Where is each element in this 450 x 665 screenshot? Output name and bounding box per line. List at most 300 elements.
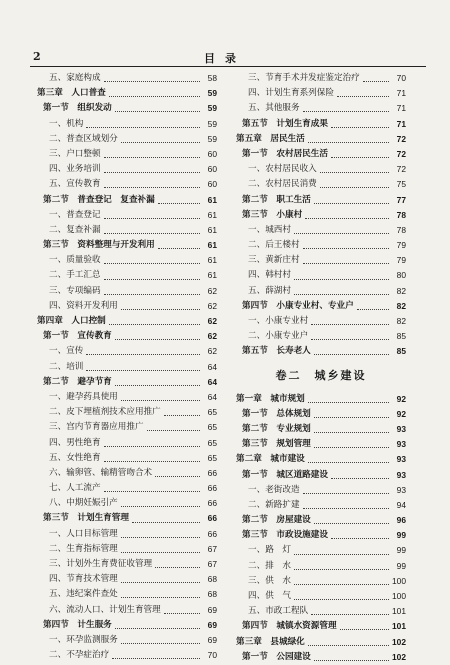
toc-entry-section (236, 117, 406, 132)
dot-leader (314, 203, 389, 204)
toc-entry-label: 三、户口整顿 (49, 148, 101, 159)
toc-entry-label: 四、资料开发利用 (49, 300, 118, 311)
toc-entry-item (236, 559, 406, 574)
toc-entry-label: 一、农村居民收入 (248, 164, 317, 175)
toc-entry-page: 93 (396, 469, 406, 480)
toc-left-column (37, 71, 217, 663)
dot-leader (155, 567, 200, 568)
toc-entry-label: 一、路 灯 (248, 545, 291, 556)
toc-entry-page: 85 (396, 331, 406, 342)
toc-entry-item (37, 299, 217, 314)
toc-entry-label: 五、市政工程队 (248, 606, 309, 617)
toc-entry-page: 71 (396, 103, 406, 114)
toc-entry-item (37, 542, 217, 557)
toc-entry-item (236, 162, 406, 177)
toc-entry-chapter (236, 392, 406, 407)
toc-entry-page: 60 (207, 179, 217, 190)
dot-leader (363, 81, 389, 82)
toc-entry-label: 五、家庭构成 (49, 73, 101, 83)
toc-entry-item (37, 405, 217, 420)
toc-entry-page: 93 (396, 439, 406, 450)
dot-leader (121, 400, 200, 401)
toc-right-top (236, 71, 406, 360)
toc-entry-item (37, 420, 217, 435)
toc-entry-section (236, 299, 406, 314)
dot-leader (303, 508, 389, 509)
toc-entry-item (37, 344, 217, 359)
dot-leader (115, 339, 200, 340)
toc-entry-item (37, 496, 217, 511)
toc-entry-page: 69 (207, 634, 217, 645)
toc-entry-page: 82 (396, 300, 406, 311)
toc-entry-label: 第一章 城市规划 (236, 393, 305, 404)
toc-entry-chapter (236, 635, 406, 650)
toc-entry-section (236, 650, 406, 665)
toc-entry-page: 72 (396, 164, 406, 175)
toc-entry-page: 79 (396, 240, 406, 251)
toc-entry-item (236, 604, 406, 619)
toc-entry-section (236, 407, 406, 422)
toc-entry-page: 102 (392, 636, 406, 647)
toc-entry-label: 第一节 城区道路建设 (242, 469, 328, 480)
toc-entry-page: 62 (207, 331, 217, 342)
page-number: 2 (33, 50, 41, 63)
toc-entry-label: 第四节 城镇水资源管理 (242, 621, 337, 632)
toc-entry-page: 82 (396, 316, 406, 326)
toc-entry-label: 第三节 小康村 (242, 209, 303, 220)
toc-entry-section (37, 618, 217, 633)
dot-leader (308, 142, 389, 143)
toc-entry-item (236, 589, 406, 604)
toc-entry-item (37, 390, 217, 405)
toc-entry-item (37, 527, 217, 542)
toc-entry-item (236, 177, 406, 192)
toc-entry-page: 85 (396, 346, 406, 357)
dot-leader (311, 339, 389, 340)
dot-leader (337, 96, 389, 97)
toc-entry-item (236, 483, 406, 498)
toc-entry-label: 四、韩村村 (248, 270, 291, 281)
toc-entry-label: 第四节 计生服务 (43, 619, 112, 630)
toc-entry-item (236, 268, 406, 283)
dot-leader (115, 628, 200, 629)
dot-leader (314, 660, 389, 661)
toc-entry-label: 四、供 气 (248, 591, 291, 601)
toc-entry-item (37, 132, 217, 147)
toc-entry-label: 五、女性绝育 (49, 452, 101, 463)
dot-leader (104, 263, 200, 264)
toc-entry-label: 八、中期妊娠引产 (49, 498, 118, 509)
toc-entry-label: 四、男性绝育 (49, 437, 101, 448)
toc-entry-item (37, 284, 217, 299)
toc-entry-label: 第五节 计划生育成果 (242, 118, 328, 129)
toc-entry-item (236, 238, 406, 253)
dot-leader (115, 111, 200, 112)
toc-entry-page: 61 (207, 209, 217, 220)
toc-entry-page: 65 (207, 407, 217, 418)
toc-entry-page: 72 (396, 148, 406, 159)
dot-leader (104, 157, 200, 158)
dot-leader (357, 309, 389, 310)
dot-leader (121, 582, 200, 583)
toc-entry-item (236, 86, 406, 101)
toc-entry-label: 二、排 水 (248, 560, 291, 571)
toc-entry-item (236, 284, 406, 299)
dot-leader (303, 493, 389, 494)
toc-entry-label: 第二节 房屋建设 (242, 515, 311, 526)
dot-leader (104, 279, 200, 280)
toc-entry-page: 61 (207, 224, 217, 235)
dot-leader (303, 111, 389, 112)
toc-entry-page: 93 (396, 423, 406, 434)
toc-entry-page: 59 (207, 133, 217, 144)
toc-entry-label: 五、其他服务 (248, 103, 300, 114)
toc-entry-label: 三、专项编码 (49, 285, 101, 296)
toc-entry-label: 第二节 普查登记 复查补漏 (43, 194, 155, 205)
toc-entry-chapter (236, 132, 406, 147)
dot-leader (294, 569, 389, 570)
dot-leader (104, 294, 200, 295)
toc-entry-page: 64 (207, 376, 217, 387)
toc-entry-page: 94 (396, 499, 406, 510)
toc-entry-item (236, 71, 406, 86)
toc-entry-page: 62 (207, 285, 217, 296)
dot-leader (86, 354, 200, 355)
toc-entry-item (37, 451, 217, 466)
toc-entry-section (37, 101, 217, 116)
dot-leader (314, 447, 389, 448)
toc-entry-label: 六、输卵管、输精管吻合术 (49, 467, 153, 478)
dot-leader (121, 142, 200, 143)
toc-entry-page: 62 (207, 300, 217, 311)
toc-entry-page: 99 (396, 545, 406, 556)
volume-heading: 卷二 城乡建设 (275, 368, 367, 382)
toc-entry-page: 92 (396, 408, 406, 419)
toc-entry-label: 第四章 人口控制 (37, 316, 106, 326)
dot-leader (104, 81, 200, 82)
dot-leader (294, 554, 389, 555)
dot-leader (104, 446, 200, 447)
toc-entry-section (236, 193, 406, 208)
toc-entry-section (236, 208, 406, 223)
dot-leader (331, 478, 389, 479)
toc-entry-page: 65 (207, 437, 217, 448)
toc-entry-page: 61 (207, 194, 217, 205)
toc-entry-page: 69 (207, 619, 217, 630)
dot-leader (294, 599, 389, 600)
toc-entry-label: 第三章 人口普查 (37, 88, 106, 99)
dot-leader (104, 187, 200, 188)
toc-entry-label: 一、老街改造 (248, 484, 300, 495)
toc-entry-label: 二、手工汇总 (49, 270, 101, 281)
toc-entry-page: 66 (207, 528, 217, 539)
dot-leader (294, 584, 389, 585)
toc-entry-item (236, 498, 406, 513)
dot-leader (294, 294, 389, 295)
dot-leader (294, 233, 389, 234)
dot-leader (294, 279, 389, 280)
toc-entry-label: 一、质量验收 (49, 255, 101, 266)
toc-entry-page: 99 (396, 560, 406, 571)
toc-right-column (236, 71, 406, 665)
dot-leader (314, 432, 389, 433)
toc-entry-page: 60 (207, 164, 217, 175)
toc-entry-section (236, 344, 406, 359)
toc-entry-page: 70 (207, 650, 217, 661)
toc-entry-page: 67 (207, 559, 217, 569)
toc-entry-label: 一、机构 (49, 118, 84, 129)
toc-entry-label: 第三节 规划管理 (242, 439, 311, 450)
toc-entry-page: 66 (207, 498, 217, 509)
toc-entry-page: 59 (207, 118, 217, 129)
toc-entry-label: 二、不孕症治疗 (49, 650, 110, 661)
toc-entry-page: 100 (392, 591, 406, 601)
toc-entry-label: 三、节育手术并发症鉴定治疗 (248, 73, 360, 83)
toc-entry-label: 二、皮下埋植剂技术应用推广 (49, 407, 161, 418)
toc-entry-page: 61 (207, 255, 217, 266)
toc-entry-label: 二、培训 (49, 361, 84, 372)
toc-entry-page: 68 (207, 589, 217, 600)
toc-entry-label: 第二章 城市建设 (236, 454, 305, 465)
toc-entry-item (37, 268, 217, 283)
toc-entry-page: 66 (207, 513, 217, 524)
dot-leader (121, 506, 200, 507)
toc-entry-section (236, 147, 406, 162)
toc-entry-chapter (37, 314, 217, 329)
toc-entry-item (37, 177, 217, 192)
toc-entry-page: 82 (396, 285, 406, 296)
dot-leader (121, 552, 200, 553)
toc-entry-section (37, 238, 217, 253)
dot-leader (121, 537, 200, 538)
toc-entry-label: 五、薛湖村 (248, 285, 291, 296)
dot-leader (308, 645, 389, 646)
toc-entry-label: 第五章 居民生活 (236, 133, 305, 144)
toc-entry-item (37, 648, 217, 663)
dot-leader (104, 172, 200, 173)
dot-leader (104, 218, 200, 219)
toc-entry-page: 71 (396, 118, 406, 129)
toc-entry-page: 70 (396, 73, 406, 83)
toc-entry-section (37, 511, 217, 526)
toc-entry-label: 第二节 专业规划 (242, 423, 311, 434)
dot-leader (104, 461, 200, 462)
toc-entry-label: 一、环孕监测服务 (49, 634, 118, 645)
toc-entry-label: 第三章 县城绿化 (236, 636, 305, 647)
toc-entry-item (37, 360, 217, 375)
toc-entry-page: 75 (396, 179, 406, 190)
toc-entry-page: 59 (207, 88, 217, 99)
toc-entry-label: 第一节 宣传教育 (43, 331, 112, 342)
page-header (30, 50, 420, 66)
toc-right-bottom (236, 392, 406, 665)
toc-entry-page: 72 (396, 133, 406, 144)
dot-leader (331, 538, 389, 539)
dot-leader (314, 354, 389, 355)
toc-entry-label: 一、宣传 (49, 346, 84, 357)
toc-entry-item (37, 71, 217, 86)
toc-entry-item (236, 253, 406, 268)
toc-entry-page: 60 (207, 148, 217, 159)
toc-entry-label: 三、宫内节育器应用推广 (49, 422, 144, 433)
dot-leader (115, 385, 200, 386)
toc-entry-page: 61 (207, 270, 217, 281)
toc-entry-chapter (37, 86, 217, 101)
toc-entry-page: 99 (396, 530, 406, 541)
dot-leader (121, 309, 200, 310)
toc-entry-page: 68 (207, 574, 217, 585)
dot-leader (158, 248, 200, 249)
toc-entry-label: 一、普查登记 (49, 209, 101, 220)
dot-leader (147, 430, 200, 431)
toc-entry-label: 六、流动人口、计划生育管理 (49, 604, 161, 615)
dot-leader (109, 324, 200, 325)
toc-entry-label: 第一节 农村居民生活 (242, 148, 328, 159)
toc-entry-section (236, 513, 406, 528)
toc-entry-section (236, 468, 406, 483)
toc-entry-item (37, 208, 217, 223)
dot-leader (311, 324, 389, 325)
toc-entry-label: 第三节 资料整理与开发利用 (43, 240, 155, 251)
dot-leader (86, 370, 200, 371)
toc-entry-label: 第一节 公园建设 (242, 651, 311, 662)
toc-entry-label: 二、新路扩建 (248, 499, 300, 510)
toc-entry-item (37, 557, 217, 572)
toc-entry-page: 101 (392, 621, 406, 632)
toc-entry-label: 第二节 避孕节育 (43, 376, 112, 387)
toc-entry-page: 59 (207, 103, 217, 114)
toc-entry-section (37, 375, 217, 390)
toc-entry-label: 四、计划生育系列保险 (248, 88, 334, 99)
toc-entry-item (37, 481, 217, 496)
toc-entry-page: 102 (392, 651, 406, 662)
toc-entry-item (236, 329, 406, 344)
toc-entry-label: 三、计划外生育费征收管理 (49, 559, 153, 569)
toc-entry-page: 64 (207, 361, 217, 372)
dot-leader (104, 233, 200, 234)
page-title: 目录 (204, 52, 246, 65)
toc-entry-label: 二、小康专业户 (248, 331, 309, 342)
toc-entry-label: 一、人口目标管理 (49, 528, 118, 539)
toc-entry-label: 二、生育指标管理 (49, 543, 118, 554)
toc-entry-page: 93 (396, 484, 406, 495)
toc-entry-page: 78 (396, 224, 406, 235)
toc-entry-label: 三、供 水 (248, 575, 291, 586)
toc-entry-item (37, 633, 217, 648)
toc-entry-section (236, 437, 406, 452)
toc-entry-item (37, 587, 217, 602)
toc-entry-page: 67 (207, 543, 217, 554)
toc-entry-item (236, 574, 406, 589)
header-rule (30, 66, 426, 67)
toc-entry-label: 第五节 长寿老人 (242, 346, 311, 357)
toc-entry-chapter (236, 452, 406, 467)
toc-entry-label: 第一节 总体规划 (242, 408, 311, 419)
toc-entry-section (236, 422, 406, 437)
toc-entry-label: 一、城西村 (248, 224, 291, 235)
toc-entry-page: 69 (207, 604, 217, 615)
toc-entry-item (236, 543, 406, 558)
toc-entry-item (37, 436, 217, 451)
dot-leader (331, 157, 389, 158)
toc-entry-label: 第一节 组织发动 (43, 103, 112, 114)
dot-leader (132, 522, 200, 523)
toc-entry-label: 二、复查补漏 (49, 224, 101, 235)
dot-leader (305, 218, 389, 219)
toc-entry-section (236, 619, 406, 634)
toc-entry-label: 四、节育技术管理 (49, 574, 118, 585)
toc-entry-page: 66 (207, 467, 217, 478)
dot-leader (340, 629, 389, 630)
toc-entry-section (37, 329, 217, 344)
dot-leader (308, 402, 389, 403)
toc-entry-page: 96 (396, 515, 406, 526)
toc-entry-item (37, 603, 217, 618)
toc-entry-label: 三、黄新庄村 (248, 255, 300, 266)
toc-entry-page: 78 (396, 209, 406, 220)
toc-entry-page: 66 (207, 483, 217, 494)
toc-entry-page: 79 (396, 255, 406, 266)
toc-entry-page: 58 (207, 73, 217, 83)
toc-entry-page: 101 (392, 606, 406, 617)
dot-leader (155, 476, 200, 477)
dot-leader (164, 613, 200, 614)
toc-entry-label: 一、避孕药具使用 (49, 391, 118, 402)
dot-leader (331, 127, 389, 128)
dot-leader (104, 491, 200, 492)
toc-entry-page: 65 (207, 422, 217, 433)
toc-entry-section (236, 528, 406, 543)
dot-leader (314, 523, 389, 524)
toc-entry-item (37, 572, 217, 587)
toc-entry-page: 65 (207, 452, 217, 463)
dot-leader (86, 127, 200, 128)
dot-leader (308, 462, 389, 463)
toc-entry-page: 61 (207, 240, 217, 251)
dot-leader (164, 415, 200, 416)
toc-entry-page: 93 (396, 454, 406, 465)
toc-entry-item (37, 466, 217, 481)
toc-entry-page: 80 (396, 270, 406, 281)
toc-entry-item (236, 223, 406, 238)
toc-entry-label: 二、农村居民消费 (248, 179, 317, 190)
toc-entry-page: 71 (396, 88, 406, 99)
dot-leader (109, 96, 200, 97)
toc-entry-item (37, 253, 217, 268)
toc-entry-label: 二、普查区域划分 (49, 133, 118, 144)
toc-entry-page: 100 (392, 575, 406, 586)
dot-leader (121, 597, 200, 598)
dot-leader (320, 172, 389, 173)
toc-entry-page: 77 (396, 194, 406, 205)
dot-leader (314, 417, 389, 418)
toc-entry-page: 62 (207, 316, 217, 326)
toc-entry-page: 92 (396, 393, 406, 404)
toc-entry-item (37, 147, 217, 162)
toc-entry-page: 62 (207, 346, 217, 357)
toc-entry-item (236, 101, 406, 116)
toc-entry-page: 64 (207, 391, 217, 402)
dot-leader (320, 187, 389, 188)
toc-entry-label: 第三节 市政设施建设 (242, 530, 328, 541)
toc-entry-label: 七、人工流产 (49, 483, 101, 494)
dot-leader (121, 643, 200, 644)
toc-entry-label: 五、宣传教育 (49, 179, 101, 190)
toc-entry-label: 四、业务培训 (49, 164, 101, 175)
toc-entry-label: 第四节 小康专业村、专业户 (242, 300, 354, 311)
toc-entry-label: 一、小康专业村 (248, 316, 309, 326)
toc-entry-item (37, 162, 217, 177)
